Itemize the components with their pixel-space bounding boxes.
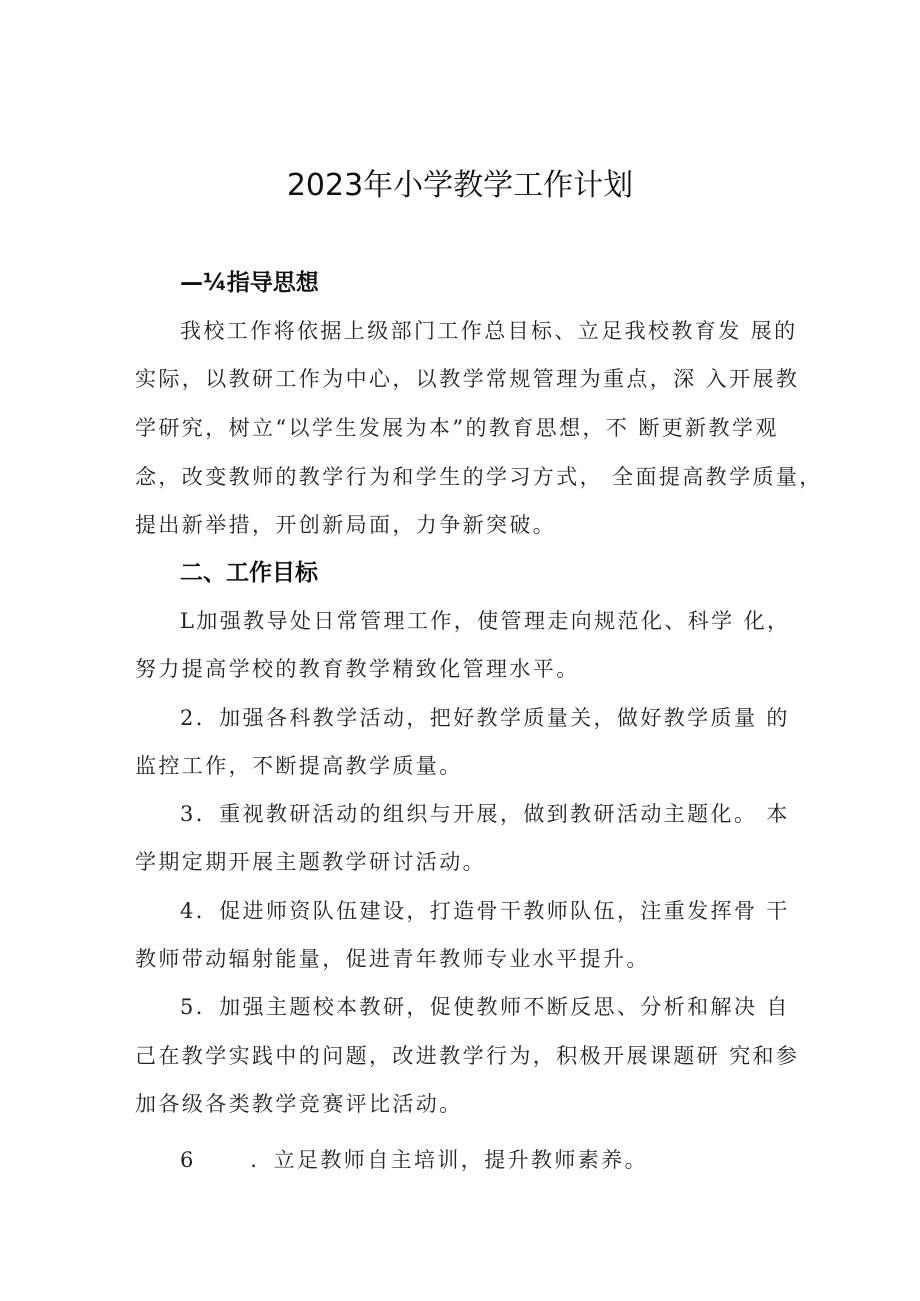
document-title: 2023年小学教学工作计划 <box>286 168 634 203</box>
paragraph-line: 提出新举措，开创新局面，力争新突破。 <box>135 513 557 537</box>
paragraph-line: 实际，以教研工作为中心，以教学常规管理为重点，深 入开展教 <box>135 367 800 391</box>
section-heading-work-goals: 二、工作目标 <box>180 560 318 586</box>
goal-item-1-line: L加强教导处日常管理工作，使管理走向规范化、科学 化， <box>180 609 791 633</box>
goal-item-2-line: 监控工作，不断提高教学质量。 <box>135 754 463 778</box>
goal-item-3-line: 3．重视教研活动的组织与开展，做到教研活动主题化。 本 <box>180 802 790 826</box>
goal-item-5-line: 己在教学实践中的问题，改进教学行为，积极开展课题研 究和参 <box>135 1044 800 1068</box>
paragraph-line: 我校工作将依据上级部门工作总目标、立足我校教育发 展的 <box>180 319 798 343</box>
section-heading-guiding-ideology: —¼指导思想 <box>180 270 319 296</box>
goal-item-4-line: 4．促进师资队伍建设，打造骨干教师队伍，注重发挥骨 干 <box>180 899 790 923</box>
goal-item-5-line: 加各级各类教学竞赛评比活动。 <box>135 1092 463 1116</box>
paragraph-line: 学研究，树立“以学生发展为本”的教育思想，不 断更新教学观 <box>135 416 779 440</box>
goal-item-1-line: 努力提高学校的教育教学精致化管理水平。 <box>135 657 580 681</box>
paragraph-line: 念，改变教师的教学行为和学生的学习方式， 全面提高教学质量， <box>135 465 823 489</box>
goal-item-2-line: 2．加强各科教学活动，把好教学质量关，做好教学质量 的 <box>180 706 790 730</box>
goal-item-6-line: 6 ．立足教师自主培训，提升教师素养。 <box>180 1148 649 1172</box>
goal-item-4-line: 教师带动辐射能量，促进青年教师专业水平提升。 <box>135 947 650 971</box>
goal-item-5-line: 5．加强主题校本教研，促使教师不断反思、分析和解决 自 <box>180 995 790 1019</box>
goal-item-3-line: 学期定期开展主题教学研讨活动。 <box>135 850 486 874</box>
